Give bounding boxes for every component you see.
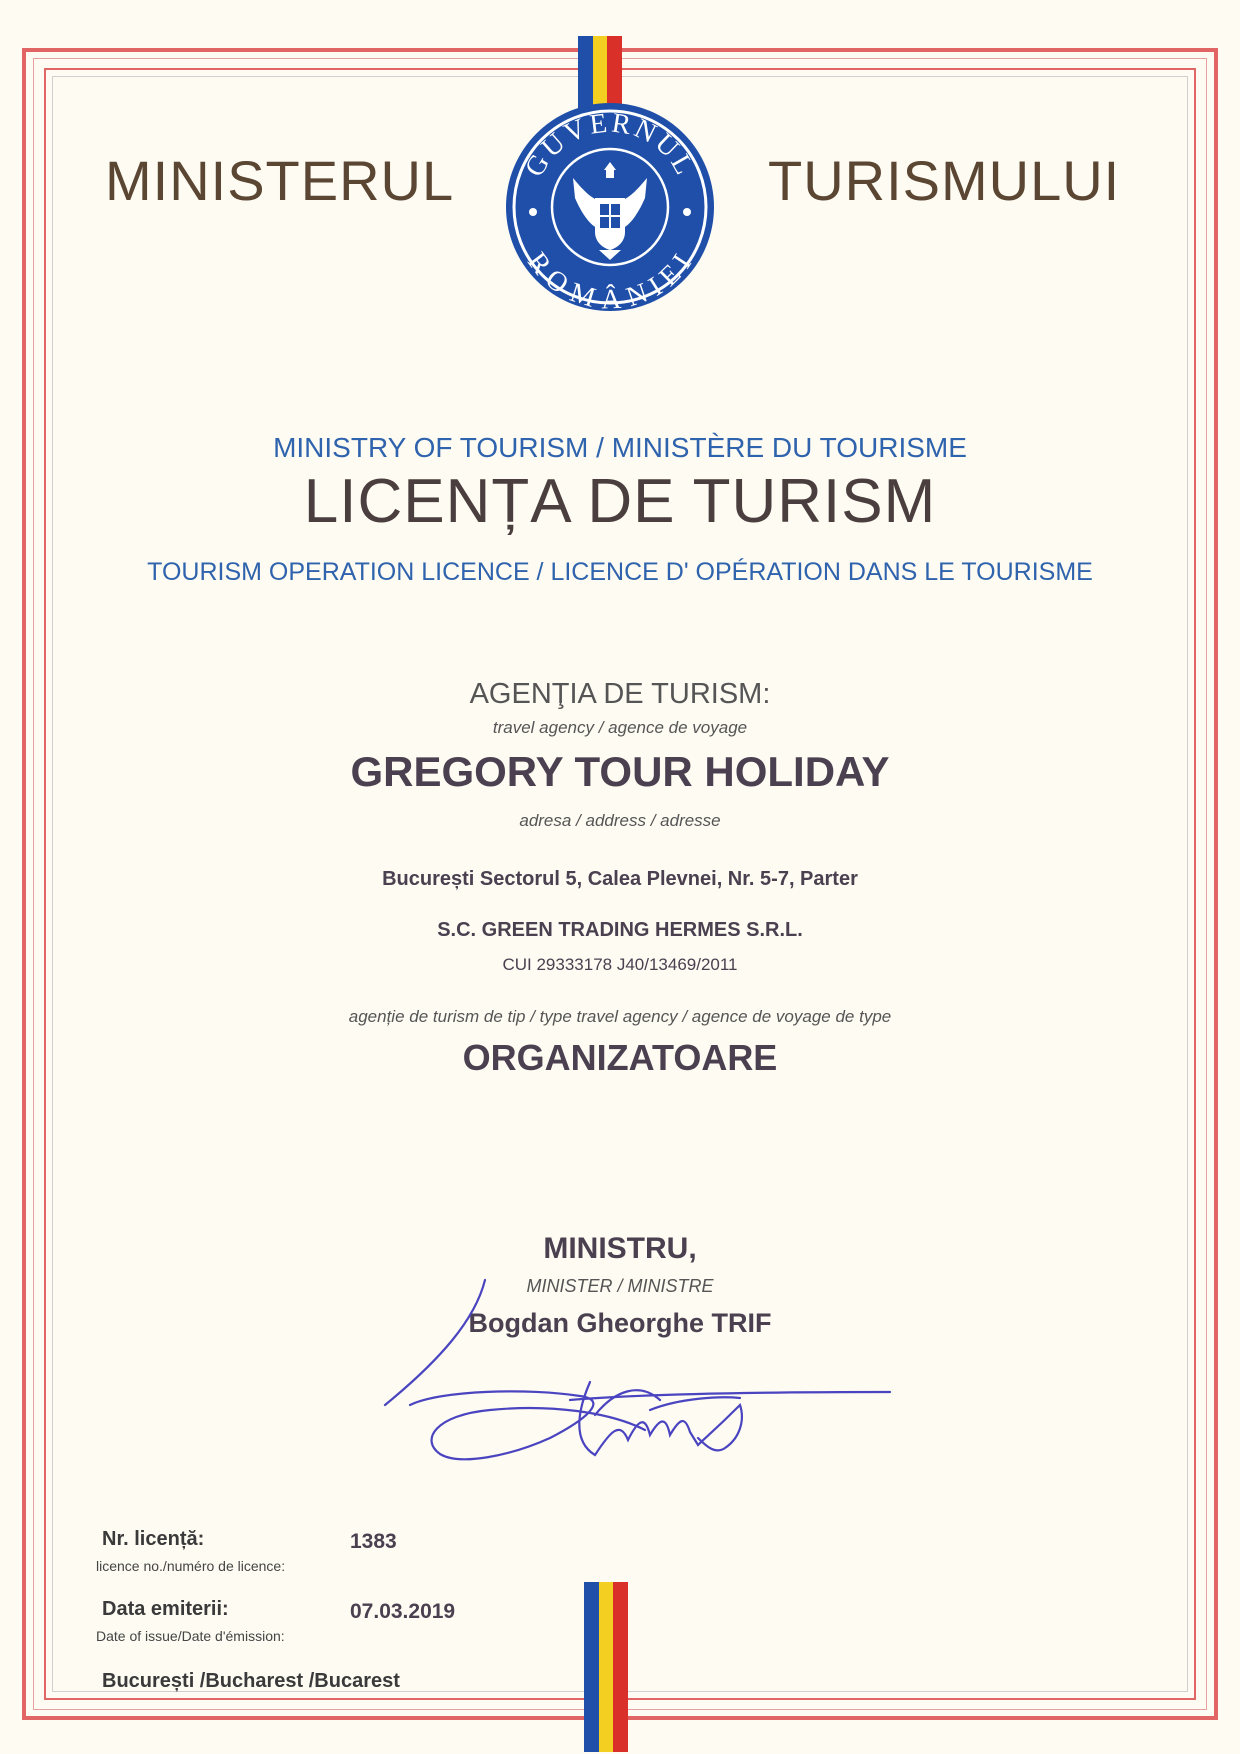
agency-type-label: agenție de turism de tip / type travel agency / agence de voyage de type (348, 1007, 892, 1026)
agency-type: ORGANIZATOARE (462, 1037, 778, 1078)
issue-place: București /Bucharest /Bucarest (102, 1670, 400, 1692)
government-seal-icon (503, 100, 717, 314)
licence-title: LICENȚA DE TURISM (303, 467, 937, 536)
header-ministerul: MINISTERUL (105, 149, 455, 212)
company-name: S.C. GREEN TRADING HERMES S.R.L. (437, 919, 803, 941)
licence-number-label: Nr. licență: (102, 1528, 205, 1550)
licence-title-translation: TOURISM OPERATION LICENCE / LICENCE D' OPÉRATION DANS LE TOURISME (147, 558, 1093, 586)
seal-top-text: GUVERNUL (518, 107, 702, 183)
issue-date-sublabel: Date of issue/Date d'émission: (96, 1628, 285, 1644)
company-registration: CUI 29333178 J40/13469/2011 (502, 955, 738, 974)
address-label: adresa / address / adresse (519, 811, 721, 830)
header-turismului: TURISMULUI (768, 149, 1121, 212)
agency-label-translation: travel agency / agence de voyage (492, 718, 748, 737)
agency-address: București Sectorul 5, Calea Plevnei, Nr. 5-7, Parter (382, 868, 858, 890)
signatory-title-translation: MINISTER / MINISTRE (526, 1276, 714, 1296)
tricolor-ribbon-bottom (584, 1582, 628, 1752)
agency-label: AGENŢIA DE TURISM: (469, 678, 771, 710)
signatory-title: MINISTRU, (543, 1232, 697, 1265)
signatory-name: Bogdan Gheorghe TRIF (468, 1308, 772, 1338)
licence-number-sublabel: licence no./numéro de licence: (96, 1558, 286, 1574)
ministry-translation: MINISTRY OF TOURISM / MINISTÈRE DU TOURISME (273, 432, 967, 463)
issue-date-label: Data emiterii: (102, 1598, 229, 1620)
issue-date: 07.03.2019 (350, 1600, 456, 1623)
agency-name: GREGORY TOUR HOLIDAY (350, 748, 890, 795)
seal-bottom-text: ROMÂNIEI (520, 246, 700, 314)
licence-number: 1383 (350, 1530, 397, 1553)
signature-icon (380, 1270, 900, 1480)
